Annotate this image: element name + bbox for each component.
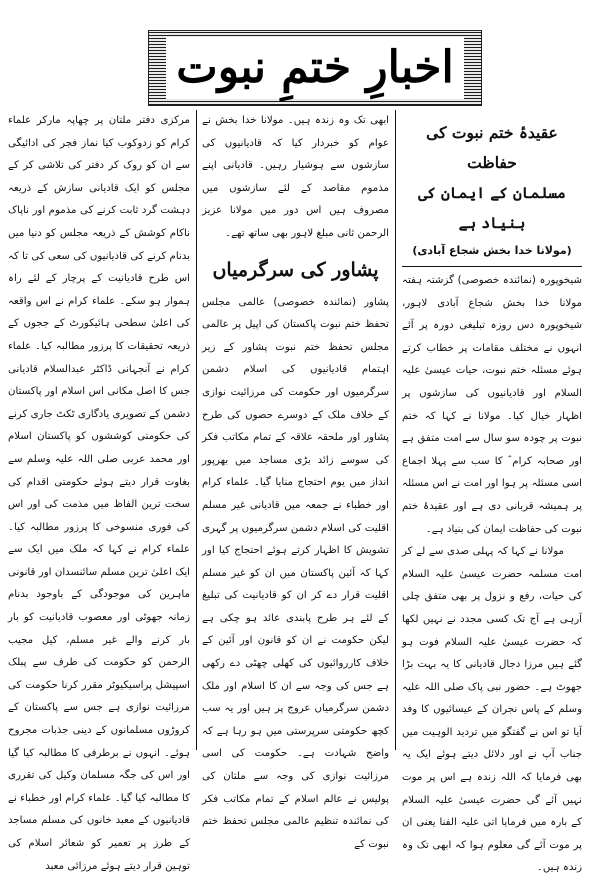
article-headline-line1: عقیدۂ ختم نبوت کی حفاظت	[426, 123, 558, 172]
article-byline: (مولانا خدا بخش شجاع آبادی)	[412, 244, 572, 257]
article-paragraph: مرکزی دفتر ملتان پر چھاپہ مارکر علماء کرام کو زدوکوب کیا نماز فجر کی ادائیگی سے ان کو روک کر دفتر کی تلاشی کر کے مجلس کو ایک قادیانی سازش کے ذریعہ دہشت گرد ثابت کرنے کی مذموم اور ناپاک ناکام کوشش کے ذریعہ مجلس کو دنیا میں بدنام کرنے کی قادیانیوں کی سعی کی تا کہ اس طرح قادیانیت کے پرچار کے لئے راہ ہموار ہو سکے۔ علماء کرام نے اس واقعہ کی اعلیٰ سطحی ہائیکورٹ کے ججوں کے ذریعہ تحقیقات کا پرزور مطالبہ کیا۔ علماء کرام نے آنجہانی ڈاکٹر عبدالسلام قادیانی جس کا اصل مکانی اس اسلام اور پاکستان دشمن کے تصویری یادگاری ٹکٹ جاری کرنے کی حکومتی کوششوں کو پاکستان اسلام اور محمد عربی صلی اللہ علیہ وسلم سے بغاوت قرار دیتے ہوئے حکومتی اقدام کی سخت ترین الفاظ میں مذمت کی اور اس کی فوری منسوخی کا پرزور مطالبہ کیا۔ علماء کرام نے کہا کہ ملک میں ایک سے ایک اعلیٰ ترین مسلم سائنسدان اور قانونی ماہرین کی موجودگی کے باوجود بدنام زمانہ جھوٹی اور معصوب قادیانیت کو بار بار کرنے والے غیر مسلم، کیل مجیب الرحمن کو حکومت کی طرف سے پبلک اسپیشل پراسیکیوٹر مقرر کرنا حکومت کی مرزائیت نوازی ہے جس سے پاکستان کے کروڑوں مسلمانوں کے دینی جذبات مجروح ہوئے۔ انہوں نے برطرفی کا مطالبہ کیا گیا اور اس کی جگہ مسلمان وکیل کی تقرری کا مطالبہ کیا گیا۔ علماء کرام اور خطباء نے قادیانیوں کے معبد خانوں کی مسلم مساجد کے طرز پر تعمیر کو شعائر اسلام کی توہین قرار دیتے ہوئے مرزائی معبد	[8, 115, 190, 872]
article-paragraph: ابھی تک وہ زندہ ہیں۔ مولانا خدا بخش نے عوام کو خبردار کیا کہ قادیانیوں کی سازشوں سے ہوشیار رہیں۔ قادیانی اپنے مذموم مقاصد کے لئے سازشوں میں مصروف ہیں اس دور میں مولانا عزیز الرحمن ثانی مبلغ لاہور بھی ساتھ تھے۔	[202, 115, 389, 239]
masthead-banner	[148, 30, 482, 106]
right-column	[402, 118, 582, 880]
left-column	[8, 110, 190, 878]
article-headline-line2: مسلمان کے ایمان کی بنیاد ہے	[418, 184, 566, 232]
column-divider-right	[395, 110, 396, 750]
section-headline: پشاور کی سرگرمیاں	[212, 258, 379, 281]
column-divider-left	[196, 110, 197, 750]
middle-column	[202, 110, 389, 856]
article-paragraph: مولانا نے کہا کہ پہلی صدی سے لے کر امت مسلمہ حضرت عیسیٰ علیہ السلام کی حیات، رفع و نزول پر بھی متفق چلی آرہی ہے آج تک کسی مجدد نے نہیں لکھا کہ حضرت عیسیٰ علیہ السلام فوت ہو گئے ہیں مرزا دجال قادیانی کا یہ بہت بڑا جھوٹ ہے۔ حضور نبی پاک صلی اللہ علیہ وسلم کے پاس نجران کے عیسائیوں کا وفد آیا تو اس نے گفتگو میں تردید الوہیت میں جناب آپ نے اور دلائل دیتے ہوئے ایک یہ بھی فرمایا کہ اللہ زندہ ہے اس پر موت نہیں آئے گی حضرت عیسیٰ علیہ السلام کے بارہ میں فرمایا اتی علیہ الفنا یعنی ان پر موت آئے گی معلوم ہوا کہ ابھی تک وہ زندہ ہیں۔	[402, 546, 582, 874]
byline-underline	[402, 266, 582, 267]
masthead-title: اخبارِ ختمِ نبوت	[166, 37, 463, 99]
article-paragraph: شیخوپورہ (نمائندہ خصوصی) گزشتہ ہفتہ مولانا خدا بخش شجاع آبادی لاہور، شیخوپورہ دس روزہ تبلیغی دورہ پر آئے انہوں نے مختلف مقامات پر خطاب کرتے ہوئے مسئلہ ختم نبوت، حیات عیسیٰ علیہ السلام اور قادیانیوں کی سازشوں پر اظہار خیال کیا۔ مولانا نے کہا کہ ختم نبوت پر چودہ سو سال سے امت متفق ہے اور صحابہ کرام ؓ کا سب سے پہلا اجماع اسی مسئلہ پر ہوا اور امت نے اس مسئلہ پر ہمیشہ قربانی دی ہے اور عقیدۂ ختم نبوت کی حفاظت ایمان کی بنیاد ہے۔	[402, 275, 582, 535]
article-paragraph: پشاور (نمائندہ خصوصی) عالمی مجلس تحفظ ختم نبوت پاکستان کی اپیل پر عالمی مجلس تحفظ ختم نبوت پشاور کے زیر اہتمام قادیانیوں کی اسلام دشمن سرگرمیوں اور حکومت کی مرزائیت نوازی کے خلاف ملک کے دوسرے حصوں کی طرح پشاور اور ملحقہ علاقہ کے تمام مکاتب فکر کی سوسے زائد بڑی مساجد میں بھرپور انداز میں یوم احتجاج منایا گیا۔ علماء کرام اور خطباء نے جمعہ میں قادیانی غیر مسلم اقلیت کی اسلام دشمن سرگرمیوں پر گہری تشویش کا اظہار کرتے ہوئے احتجاج کیا اور کہا کہ آئین پاکستان میں ان کو غیر مسلم اقلیت قرار دے کر ان کو قادیانیت کی تبلیغ کے لئے ہر طرح پابندی عائد ہو چکی ہے لیکن حکومت نے ان کو قانون اور آئین کے خلاف کارروائیوں کی کھلی چھٹی دے رکھی ہے جس کی وجہ سے ان کا اسلام اور ملک دشمن سرگرمیاں عروج پر ہیں اور یہ سب کچھ حکومتی سرپرستی میں ہو رہا ہے کہ واضح شہادت ہے۔ حکومت کی اسی مرزائیت نوازی کی وجہ سے ملتان کی پولیس نے عالم اسلام کے تمام مکاتب فکر کی نمائندہ تنظیم عالمی مجلس تحفظ ختم نبوت کے	[202, 296, 389, 850]
